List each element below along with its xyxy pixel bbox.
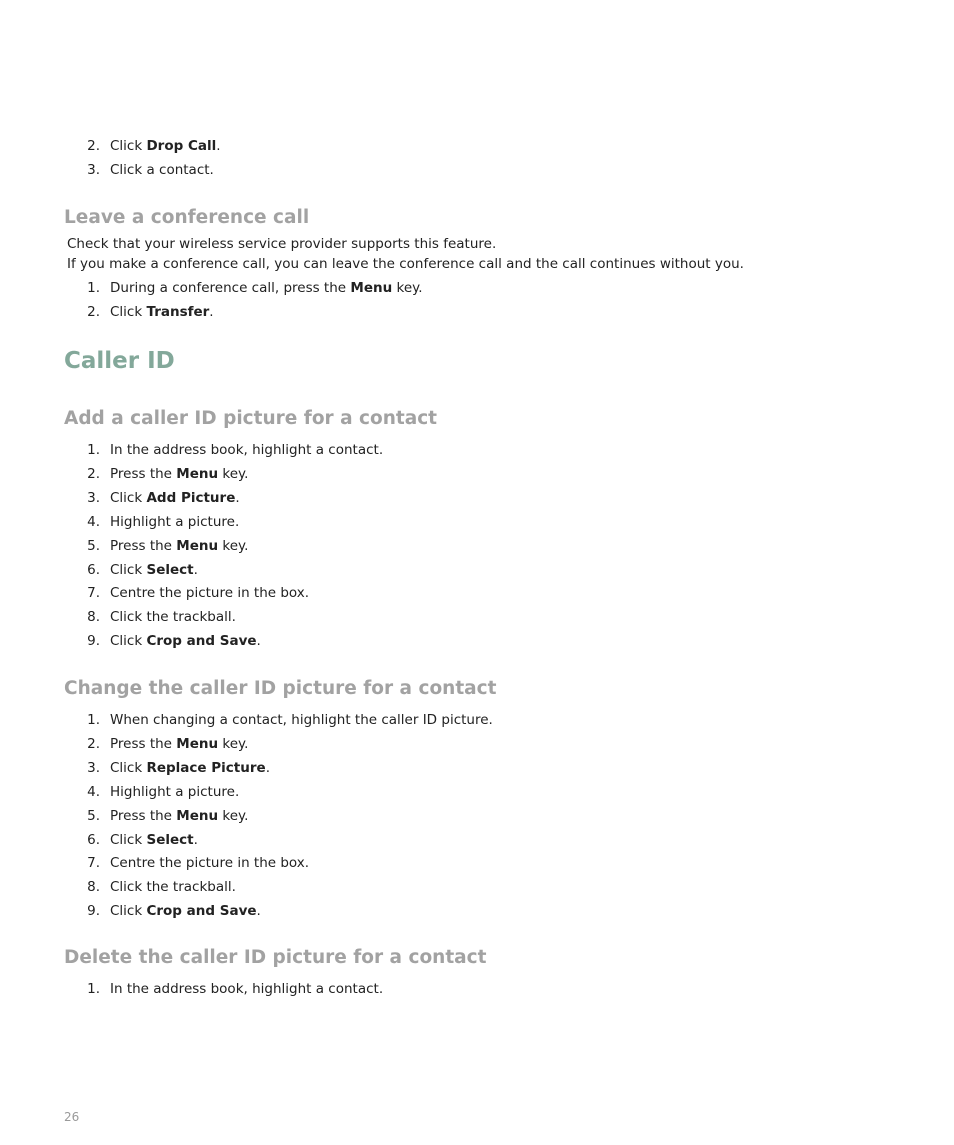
step-number: 3. xyxy=(87,759,100,776)
step-text: Highlight a picture. xyxy=(110,783,240,800)
step-text: Press the Menu key. xyxy=(110,465,249,482)
step-text: Click Crop and Save. xyxy=(110,903,261,920)
step-number: 3. xyxy=(87,162,100,178)
step-number: 3. xyxy=(87,489,100,506)
step-text: In the address book, highlight a contact. xyxy=(110,981,384,997)
step-number: 9. xyxy=(87,633,100,650)
step-number: 7. xyxy=(87,585,100,602)
step-text: Press the Menu key. xyxy=(110,735,249,752)
step-text: Centre the picture in the box. xyxy=(110,855,310,872)
step-number: 7. xyxy=(87,855,100,872)
paragraph: Check that your wireless service provider supports this feature. xyxy=(67,236,497,252)
step-number: 9. xyxy=(87,903,100,920)
step-number: 2. xyxy=(87,138,100,154)
step-number: 2. xyxy=(87,735,100,752)
page-number: 26 xyxy=(64,1110,80,1124)
step-number: 4. xyxy=(87,783,100,800)
step-number: 8. xyxy=(87,609,100,626)
step-text: Press the Menu key. xyxy=(110,807,249,824)
step-text: Press the Menu key. xyxy=(110,537,249,554)
step-number: 2. xyxy=(87,304,100,320)
step-number: 1. xyxy=(87,442,100,458)
step-number: 5. xyxy=(87,537,100,554)
chapter-title: Caller ID xyxy=(64,348,175,374)
step-number: 5. xyxy=(87,807,100,824)
step-text: Click Select. xyxy=(110,561,198,578)
section-heading-add-picture: Add a caller ID picture for a contact xyxy=(64,408,437,429)
step-number: 1. xyxy=(87,280,100,296)
step-number: 4. xyxy=(87,513,100,530)
step-number: 8. xyxy=(87,879,100,896)
step-number: 1. xyxy=(87,981,100,997)
step-text: Click Replace Picture. xyxy=(110,759,270,776)
step-number: 2. xyxy=(87,465,100,482)
step-text: Highlight a picture. xyxy=(110,513,240,530)
section-heading-change-picture: Change the caller ID picture for a contact xyxy=(64,678,497,699)
step-text: Centre the picture in the box. xyxy=(110,585,310,602)
step-text: Click Crop and Save. xyxy=(110,633,261,650)
step-text: Click the trackball. xyxy=(110,879,236,896)
step-text: Click the trackball. xyxy=(110,609,236,626)
section-heading-leave-conference: Leave a conference call xyxy=(64,207,310,228)
step-text: Click Select. xyxy=(110,831,198,848)
step-text: Click a contact. xyxy=(110,162,214,178)
step-text: When changing a contact, highlight the caller ID picture. xyxy=(110,712,493,728)
step-text: Click Drop Call. xyxy=(110,138,221,154)
step-text: Click Add Picture. xyxy=(110,489,240,506)
step-text: In the address book, highlight a contact. xyxy=(110,442,384,458)
step-number: 1. xyxy=(87,712,100,728)
step-text: During a conference call, press the Menu key. xyxy=(110,280,423,296)
step-number: 6. xyxy=(87,831,100,848)
step-number: 6. xyxy=(87,561,100,578)
section-heading-delete-picture: Delete the caller ID picture for a contact xyxy=(64,947,487,968)
step-text: Click Transfer. xyxy=(110,304,214,320)
paragraph: If you make a conference call, you can leave the conference call and the call continues without you. xyxy=(67,256,744,272)
